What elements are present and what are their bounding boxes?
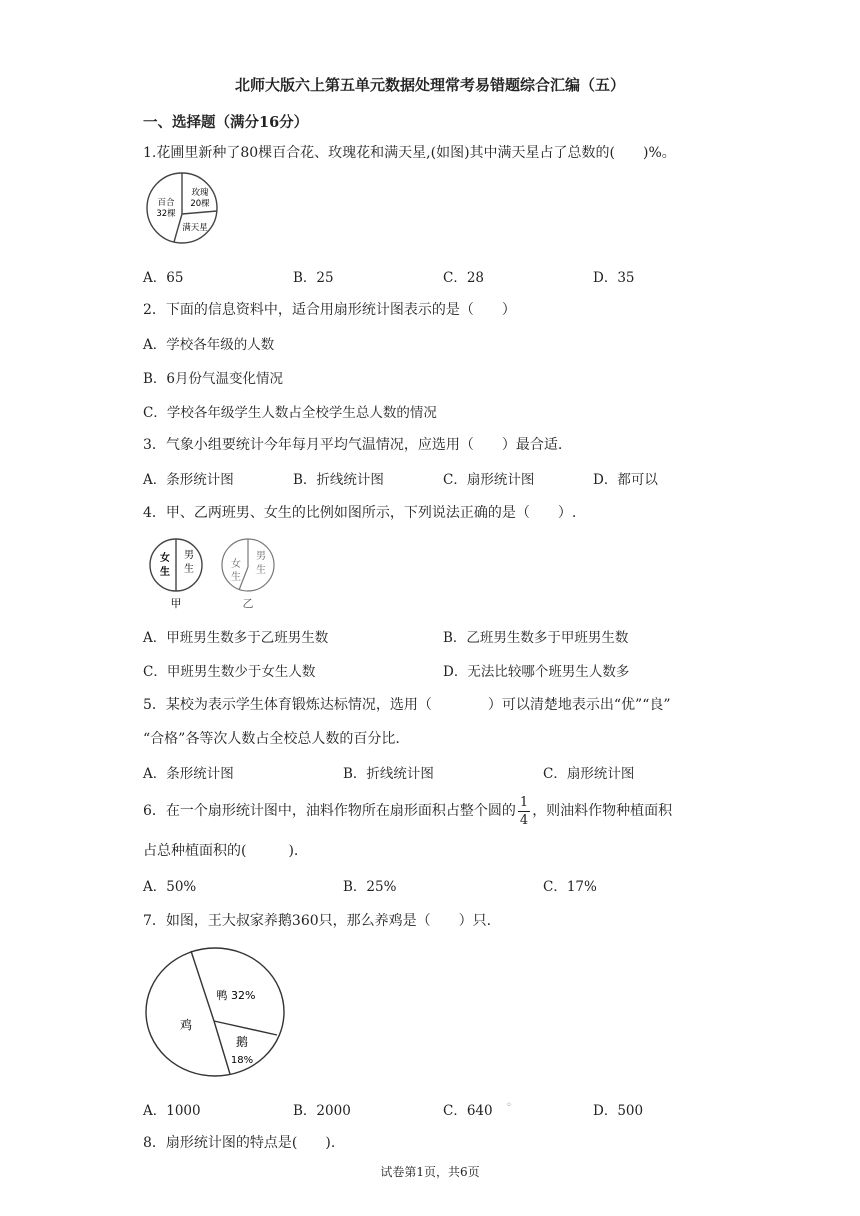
q3-option-a: A．条形统计图: [143, 472, 234, 488]
q6-fraction: [518, 796, 530, 827]
q6-text-post: ，则油料作物种植面积: [532, 803, 673, 819]
jia-label-female-2: 生: [160, 567, 170, 578]
q4-option-d: D．无法比较哪个班男生人数多: [443, 664, 630, 680]
question-6-text-line1: [143, 790, 672, 832]
question-4-text: 4．甲、乙两班男、女生的比例如图所示，下列说法正确的是（ ）.: [143, 505, 577, 521]
yi-label-female-2: 生: [231, 572, 241, 583]
q5-option-b: B．折线统计图: [343, 766, 434, 782]
q4-option-c: C．甲班男生数少于女生人数: [143, 664, 316, 680]
q3-option-c: C．扇形统计图: [443, 472, 535, 488]
jia-caption: 甲: [170, 597, 182, 610]
jia-label-male-2: 生: [184, 564, 194, 575]
pie-label-chicken: 鸡: [179, 1018, 193, 1032]
pie-label-goose: 鹅: [235, 1035, 249, 1049]
yi-caption: 乙: [242, 597, 254, 610]
pie-label-gypsophila: 满天星: [182, 223, 208, 233]
yi-label-male-1: 男: [256, 551, 266, 562]
q2-option-b: B．6月份气温变化情况: [143, 371, 284, 387]
pie-label-rose-count: 20棵: [190, 199, 210, 209]
question-7-pie-chart: [144, 946, 286, 1080]
page-footer: 试卷第1页，共6页: [380, 1165, 480, 1179]
jia-label-female-1: 女: [160, 553, 170, 564]
q6-fraction-denominator: 4: [519, 812, 529, 828]
q6-option-c: C．17%: [543, 879, 597, 895]
q1-option-b: B．25: [293, 270, 334, 286]
question-4-pie-charts: [145, 537, 285, 613]
pie-label-duck-percent: 鸭 32%: [216, 989, 256, 1002]
q5-option-c: C．扇形统计图: [543, 766, 635, 782]
q2-option-c: C．学校各年级学生人数占全校学生总人数的情况: [143, 405, 437, 421]
question-1-pie-chart: [145, 171, 221, 245]
question-8-text: 8．扇形统计图的特点是( ).: [143, 1135, 336, 1151]
q7-option-d: D．500: [593, 1103, 644, 1119]
question-6-text-line2: 占总种植面积的( ).: [143, 843, 299, 859]
q6-option-a: A．50%: [143, 879, 197, 895]
q3-option-d: D．都可以: [593, 472, 658, 488]
question-2-text: 2．下面的信息资料中，适合用扇形统计图表示的是（ ）: [143, 302, 516, 318]
q1-option-d: D．35: [593, 270, 635, 286]
question-5-text-line1: 5．某校为表示学生体育锻炼达标情况，选用（ ）可以清楚地表示出“优”“良”: [143, 697, 671, 713]
page-title: 北师大版六上第五单元数据处理常考易错题综合汇编（五）: [234, 76, 625, 94]
q5-option-a: A．条形统计图: [143, 766, 234, 782]
pie-label-goose-percent: 18%: [230, 1055, 254, 1066]
question-7-text: 7．如图，王大叔家养鹅360只，那么养鸡是（ ）只.: [143, 913, 492, 929]
pie-label-rose: 玫瑰: [191, 188, 209, 198]
q7-option-c: C．640: [443, 1103, 493, 1119]
jia-label-male-1: 男: [184, 550, 194, 561]
q1-option-a: A．65: [143, 270, 184, 286]
q1-option-c: C．28: [443, 270, 485, 286]
q2-option-a: A．学校各年级的人数: [143, 337, 275, 353]
q7-option-a: A．1000: [143, 1103, 201, 1119]
question-1-text: 1.花圃里新种了80棵百合花、玫瑰花和满天星,(如图)其中满天星占了总数的( )%。: [143, 145, 676, 161]
q4-option-a: A．甲班男生数多于乙班男生数: [143, 630, 329, 646]
yi-label-female-1: 女: [231, 559, 241, 570]
stray-mark: ◦: [506, 1100, 512, 1111]
pie-label-lily: 百合: [157, 198, 175, 208]
yi-label-male-2: 生: [256, 565, 266, 576]
q7-option-b: B．2000: [293, 1103, 351, 1119]
question-5-text-line2: “合格”各等次人数占全校总人数的百分比.: [143, 731, 400, 747]
question-3-text: 3．气象小组要统计今年每月平均气温情况，应选用（ ）最合适.: [143, 437, 563, 453]
q6-option-b: B．25%: [343, 879, 397, 895]
q6-fraction-numerator: 1: [519, 794, 529, 810]
section-heading: 一、选择题（满分16分）: [143, 114, 309, 131]
pie-label-lily-count: 32棵: [156, 209, 176, 219]
q4-option-b: B．乙班男生数多于甲班男生数: [443, 630, 629, 646]
q3-option-b: B．折线统计图: [293, 472, 384, 488]
q6-text-pre: 6．在一个扇形统计图中，油料作物所在扇形面积占整个圆的: [143, 803, 516, 819]
